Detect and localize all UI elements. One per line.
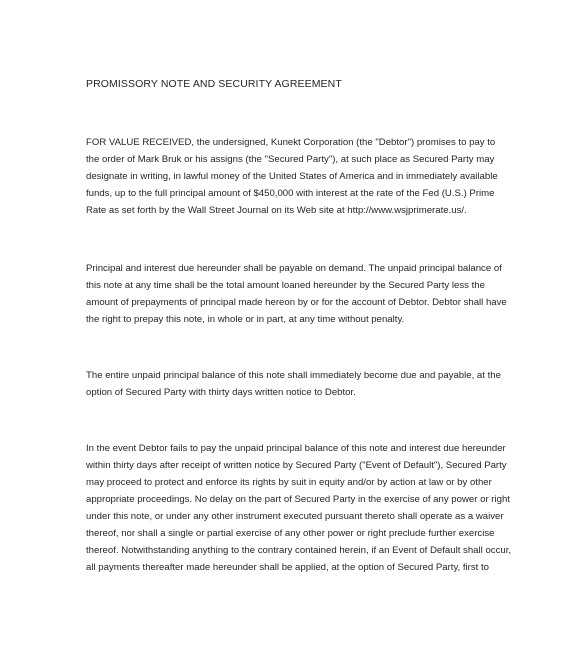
paragraph-line: all payments thereafter made hereunder shall be applied, at the option of Secured Party, first to: [86, 562, 489, 573]
paragraph-line: the order of Mark Bruk or his assigns (the "Secured Party"), at such place as Secured Party may: [86, 154, 495, 165]
paragraph-line: Rate as set forth by the Wall Street Journal on its Web site at http://www.wsjprimerate.us/.: [86, 205, 467, 216]
paragraph-line: appropriate proceedings. No delay on the part of Secured Party in the exercise of any power or right: [86, 494, 510, 505]
paragraph-principal-interest: [86, 260, 506, 328]
paragraph-line: may proceed to protect and enforce its rights by suit in equity and/or by action at law or by other: [86, 477, 492, 488]
paragraph-line: option of Secured Party with thirty days written notice to Debtor.: [86, 387, 356, 398]
paragraph-line: within thirty days after receipt of written notice by Secured Party ("Event of Default"), Secured Party: [86, 460, 507, 471]
paragraph-line: under this note, or under any other instrument executed pursuant thereto shall operate as a waiver: [86, 511, 504, 522]
paragraph-line: the right to prepay this note, in whole or in part, at any time without penalty.: [86, 314, 405, 325]
paragraph-line: thereof. Notwithstanding anything to the contrary contained herein, if an Event of Default shall occur,: [86, 545, 512, 556]
paragraph-line: thereof, nor shall a single or partial exercise of any other power or right preclude further exercise: [86, 528, 495, 539]
paragraph-line: funds, up to the full principal amount of $450,000 with interest at the rate of the Fed (U.S.) Prime: [86, 188, 495, 199]
document-title: PROMISSORY NOTE AND SECURITY AGREEMENT: [86, 78, 342, 90]
paragraph-acceleration: [86, 367, 506, 401]
paragraph-event-of-default: [86, 440, 512, 576]
paragraph-line: The entire unpaid principal balance of this note shall immediately become due and payable, at the: [86, 370, 501, 381]
paragraph-line: FOR VALUE RECEIVED, the undersigned, Kunekt Corporation (the "Debtor") promises to pay to: [86, 137, 496, 148]
paragraph-line: designate in writing, in lawful money of the United States of America and in immediately available: [86, 171, 498, 182]
paragraph-line: Principal and interest due hereunder shall be payable on demand. The unpaid principal balance of: [86, 263, 502, 274]
paragraph-value-received: [86, 134, 506, 219]
paragraph-line: this note at any time shall be the total amount loaned hereunder by the Secured Party less the: [86, 280, 485, 291]
paragraph-line: In the event Debtor fails to pay the unpaid principal balance of this note and interest due hereunder: [86, 443, 506, 454]
paragraph-line: amount of prepayments of principal made hereon by or for the account of Debtor. Debtor shall have: [86, 297, 507, 308]
